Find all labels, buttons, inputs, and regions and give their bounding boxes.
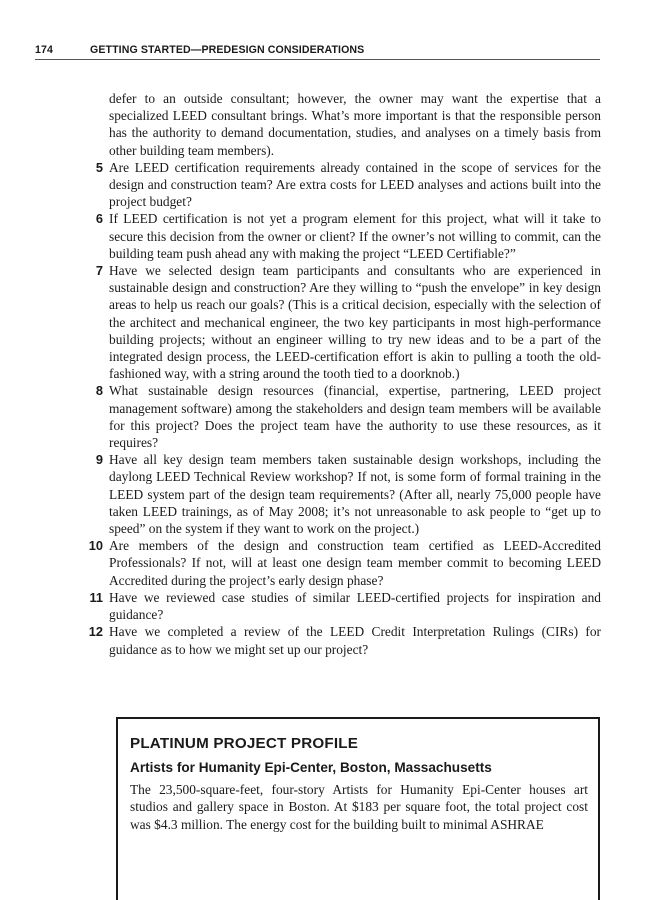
question-text: Have we completed a review of the LEED Credit Interpretation Rulings (CIRs) for guidance as to how we might set up our project?	[109, 624, 601, 657]
question-item	[95, 159, 601, 211]
question-text: Are LEED certification requirements already contained in the scope of services for the design and construction team? Are extra costs for LEED analyses and actions built into the project budget?	[109, 159, 601, 210]
question-item	[89, 589, 601, 623]
question-text: Have we reviewed case studies of similar LEED-certified projects for inspiration and guidance?	[109, 589, 601, 623]
profile-title: PLATINUM PROJECT PROFILE	[130, 735, 359, 752]
main-text	[88, 90, 601, 658]
header-rule	[35, 59, 600, 60]
question-number: 8	[95, 383, 103, 399]
question-text: Have we selected design team participants and consultants who are experienced in sustainable design and construction? Are they willing to “push the envelope” in key design areas to help us reach our goals? (This is a critical decision, especially with the selection of the architect and mechanical engineer, the two key participants in most high-performance building projects; without an engineer willing to try new ideas and to be a part of the integrated design process, the LEED-certification effort is akin to pulling a tooth the old-fashioned way, with a string around the tooth tied to a doorknob.)	[109, 263, 601, 382]
question-number: 11	[89, 589, 103, 605]
question-number: 5	[95, 159, 103, 175]
question-text: Are members of the design and construction team certified as LEED-Accredited Professionals? If not, will at least one design team member commit to becoming LEED Accredited during the project’s early design phase?	[109, 538, 601, 588]
question-item	[95, 262, 601, 382]
question-list	[88, 159, 601, 658]
question-item	[88, 537, 601, 589]
page-number: 174	[35, 44, 53, 56]
question-number: 9	[95, 452, 103, 468]
question-item	[95, 210, 601, 262]
question-item	[95, 382, 601, 451]
continued-paragraph: defer to an outside consultant; however, the owner may want the expertise that a specialized LEED consultant brings. What’s more important is that the responsible person has the authority to demand documentation, studies, and analyses on a timely basis from other building team members).	[109, 91, 601, 158]
question-number: 12	[88, 624, 103, 640]
question-number: 7	[95, 263, 103, 279]
project-profile-box	[116, 717, 600, 900]
profile-subtitle: Artists for Humanity Epi-Center, Boston, Massachusetts	[130, 760, 492, 775]
running-title: GETTING STARTED—PREDESIGN CONSIDERATIONS	[90, 44, 365, 56]
question-number: 10	[88, 538, 103, 554]
profile-text: The 23,500-square-feet, four-story Artists for Humanity Epi-Center houses art studios and gallery space in Boston. At $183 per square foot, the total project cost was $4.3 million. The energy cost for the building built to minimal ASHRAE	[130, 782, 588, 832]
question-item	[88, 623, 601, 657]
running-head	[35, 44, 600, 56]
question-number: 6	[95, 211, 103, 227]
question-text: What sustainable design resources (financial, expertise, partnering, LEED project management software) among the stakeholders and design team members will be available for this project? Does the project team have the authority to use these resources, as it requires?	[109, 383, 601, 451]
question-text: Have all key design team members taken sustainable design workshops, including the daylong LEED Technical Review workshop? If not, is some form of formal training in the LEED system part of the design team requirements? (After all, nearly 75,000 people have taken LEED trainings, as of May 2008; it’s not unreasonable to ask people to “get up to speed” on the system if they want to work on the project.)	[109, 452, 601, 537]
question-item	[95, 451, 601, 537]
question-text: If LEED certification is not yet a program element for this project, what will it take to secure this decision from the owner or client? If the owner’s not willing to commit, can the building team push ahead any with making the project “LEED Certifiable?”	[109, 211, 601, 261]
